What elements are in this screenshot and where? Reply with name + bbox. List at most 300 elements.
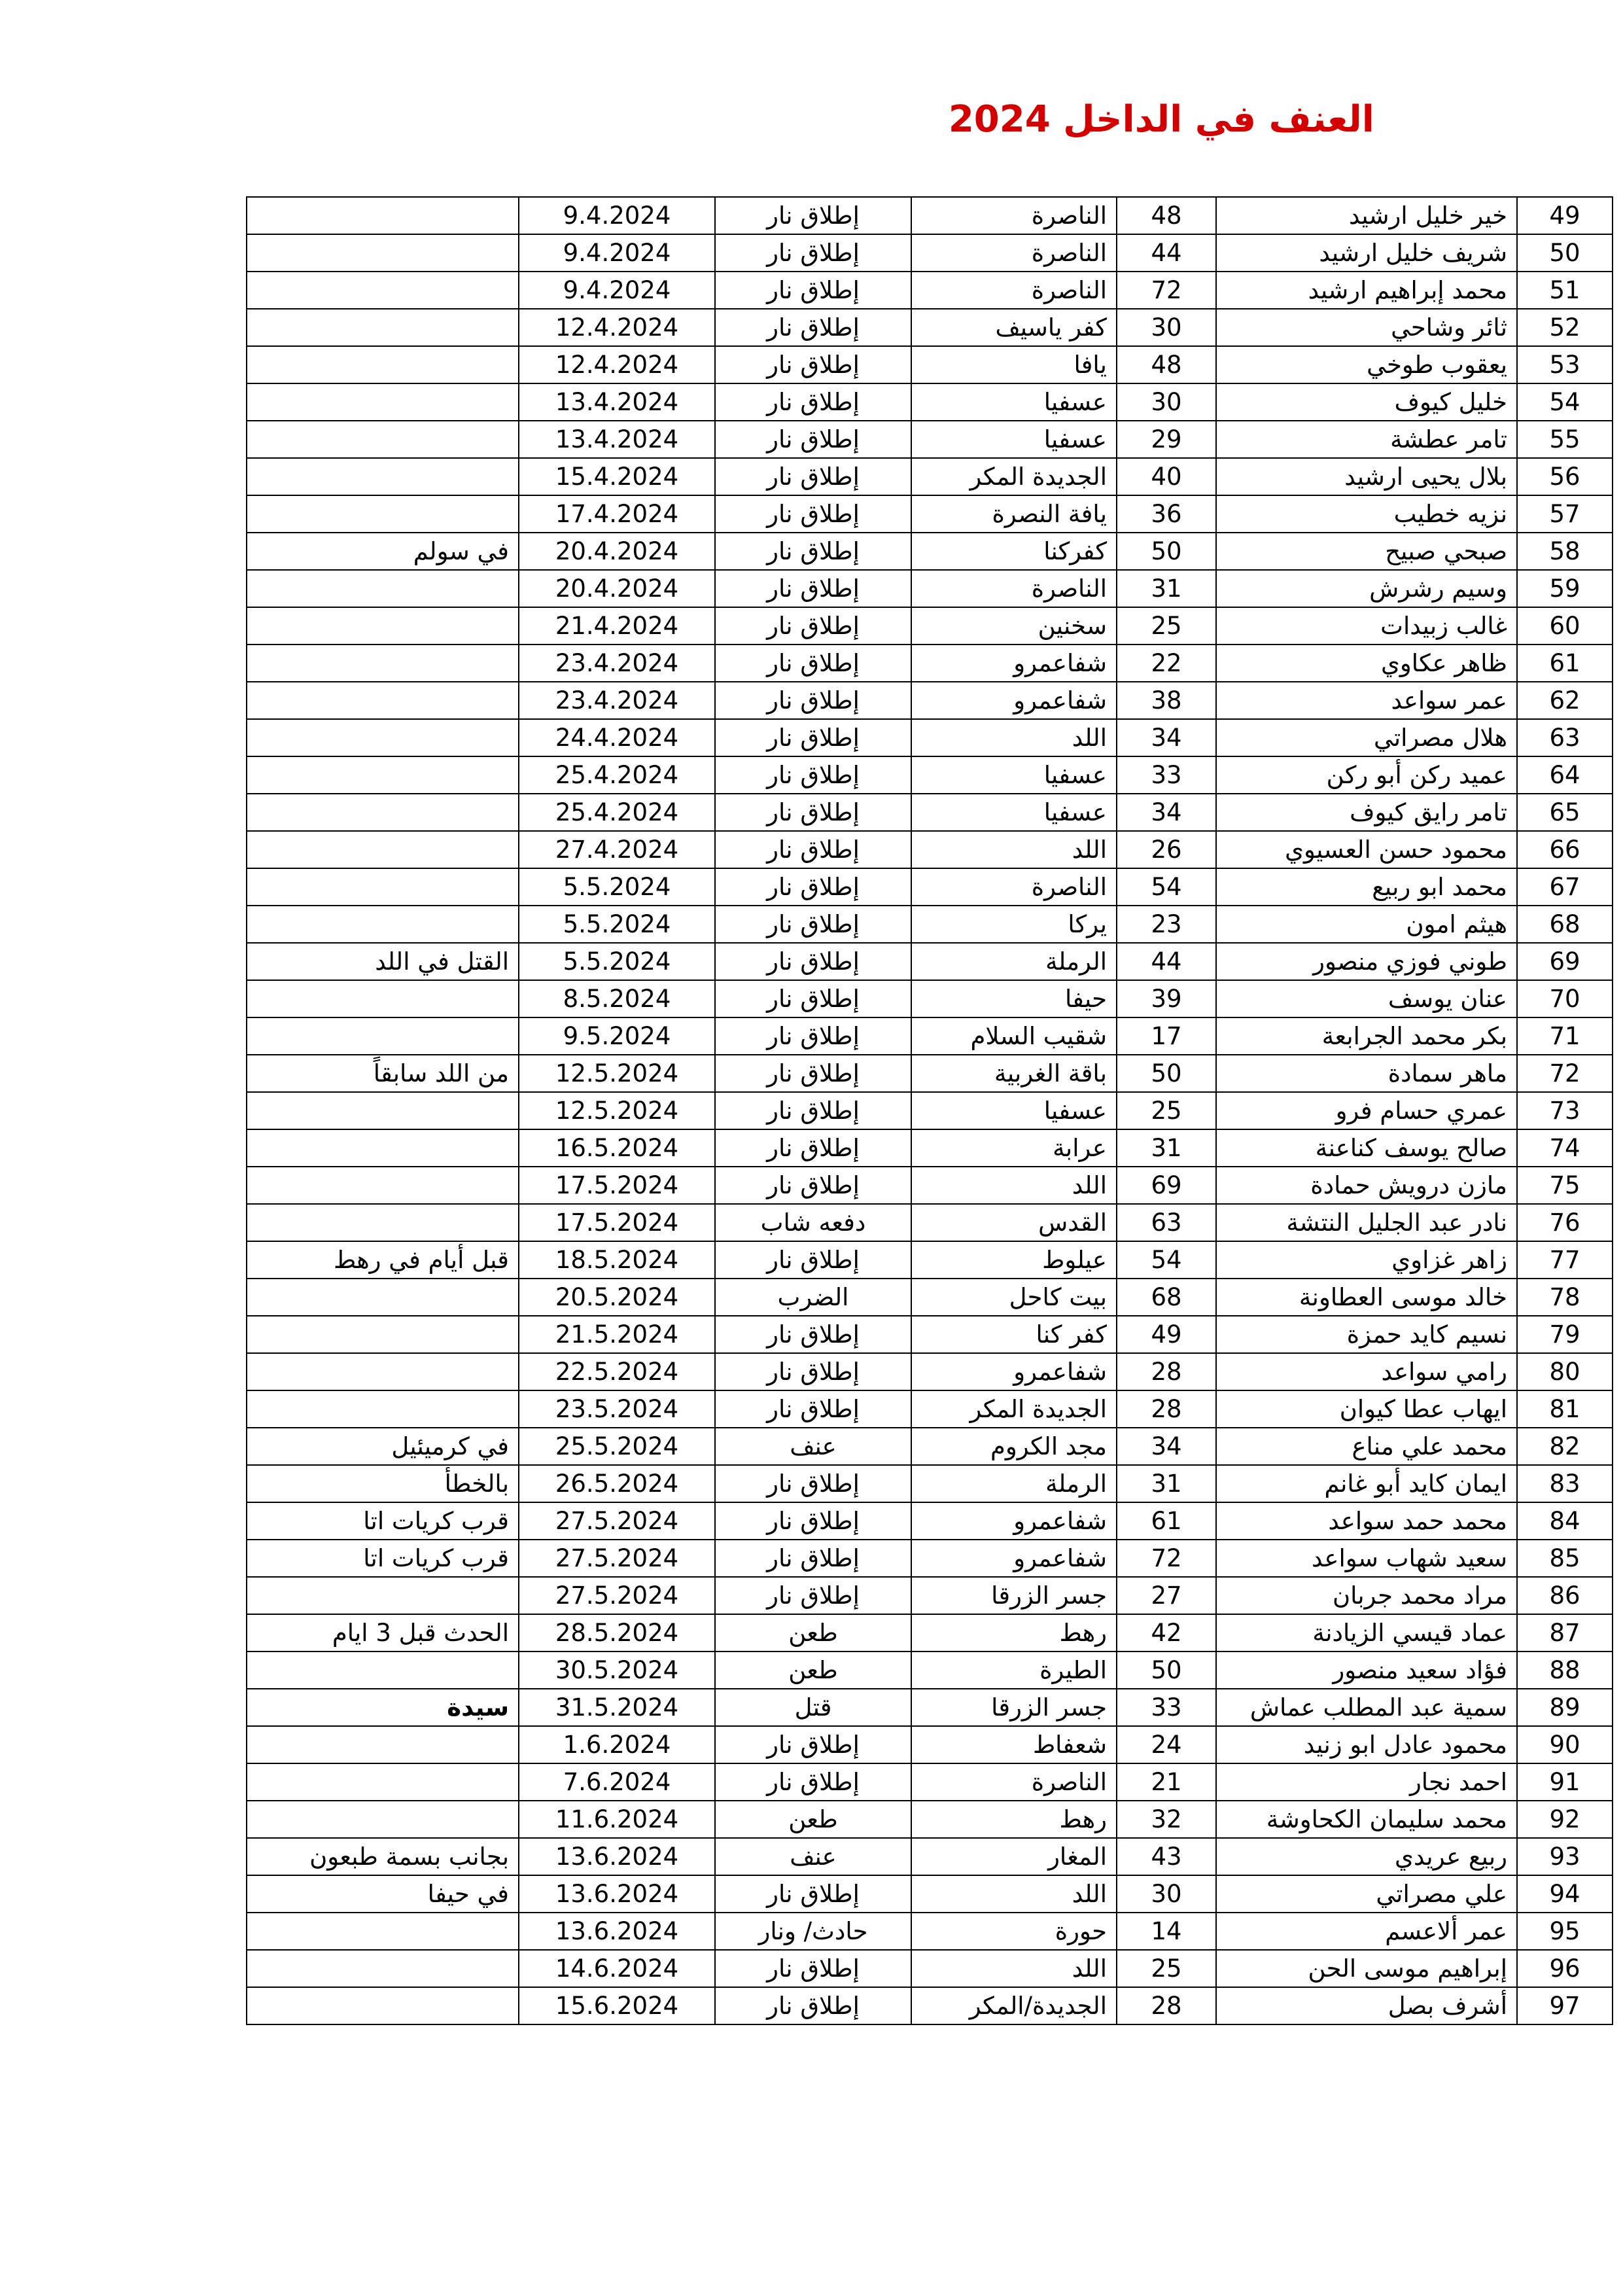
incident-method: إطلاق نار	[715, 234, 911, 272]
victim-name: تامر عطشة	[1216, 421, 1517, 458]
incident-note: بجانب بسمة طبعون	[247, 1838, 519, 1875]
row-number: 84	[1517, 1502, 1613, 1540]
table-row	[247, 1204, 1613, 1241]
victim-town: عسفيا	[911, 756, 1117, 794]
victim-town: القدس	[911, 1204, 1117, 1241]
victim-town: جسر الزرقا	[911, 1577, 1117, 1614]
victim-age: 36	[1117, 495, 1216, 533]
incident-date: 5.5.2024	[519, 868, 715, 906]
victim-name: عمر ألاعسم	[1216, 1913, 1517, 1950]
incident-method: طعن	[715, 1614, 911, 1651]
row-number: 55	[1517, 421, 1613, 458]
incident-method: إطلاق نار	[715, 197, 911, 234]
table-row	[247, 197, 1613, 234]
victim-town: الناصرة	[911, 570, 1117, 607]
victim-name: احمد نجار	[1216, 1763, 1517, 1801]
incident-note	[247, 1316, 519, 1353]
victim-name: صبحي صبيح	[1216, 533, 1517, 570]
table-row	[247, 719, 1613, 756]
incident-date: 14.6.2024	[519, 1950, 715, 1987]
victim-town: الناصرة	[911, 234, 1117, 272]
incident-date: 28.5.2024	[519, 1614, 715, 1651]
incident-method: إطلاق نار	[715, 495, 911, 533]
incident-note	[247, 794, 519, 831]
table-row	[247, 1502, 1613, 1540]
incident-note: في حيفا	[247, 1875, 519, 1913]
victim-age: 23	[1117, 906, 1216, 943]
victim-age: 38	[1117, 682, 1216, 719]
incident-method: إطلاق نار	[715, 272, 911, 309]
incident-method: إطلاق نار	[715, 682, 911, 719]
incident-note	[247, 1726, 519, 1763]
victim-age: 68	[1117, 1279, 1216, 1316]
row-number: 96	[1517, 1950, 1613, 1987]
table-row	[247, 794, 1613, 831]
victim-age: 34	[1117, 1428, 1216, 1465]
victim-age: 63	[1117, 1204, 1216, 1241]
victim-name: محمد علي مناع	[1216, 1428, 1517, 1465]
victim-town: اللد	[911, 1875, 1117, 1913]
victim-age: 50	[1117, 533, 1216, 570]
table-row	[247, 1279, 1613, 1316]
incident-date: 13.6.2024	[519, 1913, 715, 1950]
victim-name: يعقوب طوخي	[1216, 346, 1517, 383]
incident-method: حادث/ ونار	[715, 1913, 911, 1950]
incident-note	[247, 1167, 519, 1204]
victim-name: محمود عادل ابو زنيد	[1216, 1726, 1517, 1763]
incident-note	[247, 234, 519, 272]
incident-date: 18.5.2024	[519, 1241, 715, 1279]
incident-date: 15.6.2024	[519, 1987, 715, 2024]
incident-date: 25.5.2024	[519, 1428, 715, 1465]
victim-age: 33	[1117, 756, 1216, 794]
victim-town: اللد	[911, 1950, 1117, 1987]
victim-age: 43	[1117, 1838, 1216, 1875]
victim-age: 30	[1117, 309, 1216, 346]
table-row	[247, 906, 1613, 943]
victim-age: 50	[1117, 1651, 1216, 1689]
table-row	[247, 1129, 1613, 1167]
table-row	[247, 1353, 1613, 1390]
victim-town: عسفيا	[911, 421, 1117, 458]
victim-age: 50	[1117, 1055, 1216, 1092]
victim-age: 34	[1117, 719, 1216, 756]
table-row	[247, 1092, 1613, 1129]
victim-name: هيثم امون	[1216, 906, 1517, 943]
table-row	[247, 756, 1613, 794]
table-row	[247, 309, 1613, 346]
incident-note	[247, 346, 519, 383]
incident-date: 27.5.2024	[519, 1577, 715, 1614]
incident-date: 27.4.2024	[519, 831, 715, 868]
incident-date: 12.5.2024	[519, 1055, 715, 1092]
row-number: 56	[1517, 458, 1613, 495]
victim-town: يافة النصرة	[911, 495, 1117, 533]
victim-town: كفركنا	[911, 533, 1117, 570]
victim-name: غالب زبيدات	[1216, 607, 1517, 645]
incident-date: 11.6.2024	[519, 1801, 715, 1838]
incident-method: إطلاق نار	[715, 1092, 911, 1129]
victim-name: محمود حسن العسيوي	[1216, 831, 1517, 868]
table-row	[247, 1614, 1613, 1651]
incident-method: إطلاق نار	[715, 980, 911, 1017]
victim-name: ربيع عريدي	[1216, 1838, 1517, 1875]
incident-note: قرب كريات اتا	[247, 1502, 519, 1540]
victim-town: عسفيا	[911, 383, 1117, 421]
row-number: 75	[1517, 1167, 1613, 1204]
table-row	[247, 943, 1613, 980]
incident-note	[247, 1801, 519, 1838]
incident-date: 26.5.2024	[519, 1465, 715, 1502]
victim-name: خليل كيوف	[1216, 383, 1517, 421]
victim-age: 54	[1117, 868, 1216, 906]
table-row	[247, 1465, 1613, 1502]
row-number: 65	[1517, 794, 1613, 831]
incident-date: 17.5.2024	[519, 1167, 715, 1204]
row-number: 61	[1517, 645, 1613, 682]
victim-town: شقيب السلام	[911, 1017, 1117, 1055]
row-number: 72	[1517, 1055, 1613, 1092]
victim-age: 14	[1117, 1913, 1216, 1950]
table-row	[247, 1801, 1613, 1838]
victim-age: 42	[1117, 1614, 1216, 1651]
incident-note	[247, 607, 519, 645]
victim-town: المغار	[911, 1838, 1117, 1875]
table-row	[247, 831, 1613, 868]
victim-town: شفاعمرو	[911, 682, 1117, 719]
incident-method: إطلاق نار	[715, 1167, 911, 1204]
incident-note	[247, 1651, 519, 1689]
incident-date: 13.6.2024	[519, 1875, 715, 1913]
table-row	[247, 980, 1613, 1017]
incident-note	[247, 1390, 519, 1428]
table-row	[247, 1838, 1613, 1875]
table-row	[247, 1950, 1613, 1987]
incident-date: 5.5.2024	[519, 943, 715, 980]
incident-method: إطلاق نار	[715, 1540, 911, 1577]
victim-name: علي مصراتي	[1216, 1875, 1517, 1913]
row-number: 64	[1517, 756, 1613, 794]
victim-name: نسيم كايد حمزة	[1216, 1316, 1517, 1353]
victim-age: 72	[1117, 1540, 1216, 1577]
victim-name: ماهر سمادة	[1216, 1055, 1517, 1092]
table-row	[247, 1390, 1613, 1428]
victim-town: اللد	[911, 1167, 1117, 1204]
incident-note	[247, 756, 519, 794]
incident-note: قرب كريات اتا	[247, 1540, 519, 1577]
incident-note	[247, 682, 519, 719]
table-row	[247, 682, 1613, 719]
incident-date: 9.4.2024	[519, 234, 715, 272]
victim-town: شعفاط	[911, 1726, 1117, 1763]
table-row	[247, 383, 1613, 421]
incident-note	[247, 1017, 519, 1055]
victim-age: 31	[1117, 570, 1216, 607]
incident-method: إطلاق نار	[715, 421, 911, 458]
table-row	[247, 570, 1613, 607]
incident-note	[247, 719, 519, 756]
incident-date: 12.5.2024	[519, 1092, 715, 1129]
incident-date: 15.4.2024	[519, 458, 715, 495]
victims-table	[246, 196, 1613, 2025]
victim-name: خالد موسى العطاونة	[1216, 1279, 1517, 1316]
table-row	[247, 1167, 1613, 1204]
incident-note	[247, 458, 519, 495]
row-number: 67	[1517, 868, 1613, 906]
table-row	[247, 645, 1613, 682]
victim-age: 31	[1117, 1129, 1216, 1167]
row-number: 59	[1517, 570, 1613, 607]
incident-note	[247, 495, 519, 533]
victim-name: شريف خليل ارشيد	[1216, 234, 1517, 272]
incident-date: 12.4.2024	[519, 309, 715, 346]
victim-name: محمد إبراهيم ارشيد	[1216, 272, 1517, 309]
incident-date: 13.6.2024	[519, 1838, 715, 1875]
table-row	[247, 272, 1613, 309]
table-row	[247, 1913, 1613, 1950]
incident-method: طعن	[715, 1651, 911, 1689]
incident-note: في سولم	[247, 533, 519, 570]
table-row	[247, 346, 1613, 383]
victim-name: عميد ركن أبو ركن	[1216, 756, 1517, 794]
incident-note	[247, 421, 519, 458]
victim-name: نادر عبد الجليل النتشة	[1216, 1204, 1517, 1241]
incident-date: 25.4.2024	[519, 794, 715, 831]
victim-town: عرابة	[911, 1129, 1117, 1167]
victim-name: ايمان كايد أبو غانم	[1216, 1465, 1517, 1502]
incident-date: 31.5.2024	[519, 1689, 715, 1726]
incident-date: 16.5.2024	[519, 1129, 715, 1167]
victim-age: 33	[1117, 1689, 1216, 1726]
row-number: 60	[1517, 607, 1613, 645]
incident-method: إطلاق نار	[715, 383, 911, 421]
victim-town: الجديدة المكر	[911, 1390, 1117, 1428]
row-number: 62	[1517, 682, 1613, 719]
row-number: 90	[1517, 1726, 1613, 1763]
row-number: 51	[1517, 272, 1613, 309]
victim-name: ثائر وشاحي	[1216, 309, 1517, 346]
row-number: 95	[1517, 1913, 1613, 1950]
victim-age: 44	[1117, 234, 1216, 272]
victim-town: الناصرة	[911, 1763, 1117, 1801]
row-number: 82	[1517, 1428, 1613, 1465]
incident-method: إطلاق نار	[715, 1017, 911, 1055]
incident-note: من اللد سابقاً	[247, 1055, 519, 1092]
incident-date: 20.5.2024	[519, 1279, 715, 1316]
incident-method: قتل	[715, 1689, 911, 1726]
victim-town: شفاعمرو	[911, 1540, 1117, 1577]
victim-town: كفر ياسيف	[911, 309, 1117, 346]
incident-method: إطلاق نار	[715, 1055, 911, 1092]
incident-date: 23.5.2024	[519, 1390, 715, 1428]
victim-age: 48	[1117, 346, 1216, 383]
incident-date: 12.4.2024	[519, 346, 715, 383]
victim-town: الطيرة	[911, 1651, 1117, 1689]
victim-name: ايهاب عطا كيوان	[1216, 1390, 1517, 1428]
table-row	[247, 1577, 1613, 1614]
incident-method: إطلاق نار	[715, 1353, 911, 1390]
incident-method: إطلاق نار	[715, 1241, 911, 1279]
victim-name: تامر رايق كيوف	[1216, 794, 1517, 831]
incident-method: إطلاق نار	[715, 943, 911, 980]
row-number: 92	[1517, 1801, 1613, 1838]
table-row	[247, 495, 1613, 533]
row-number: 50	[1517, 234, 1613, 272]
incident-note: سيدة	[247, 1689, 519, 1726]
victim-age: 28	[1117, 1390, 1216, 1428]
table-row	[247, 1875, 1613, 1913]
row-number: 70	[1517, 980, 1613, 1017]
victim-name: وسيم رشرش	[1216, 570, 1517, 607]
victim-town: رهط	[911, 1614, 1117, 1651]
incident-method: طعن	[715, 1801, 911, 1838]
victim-town: الجديدة المكر	[911, 458, 1117, 495]
incident-method: إطلاق نار	[715, 719, 911, 756]
incident-method: إطلاق نار	[715, 458, 911, 495]
victim-town: الناصرة	[911, 868, 1117, 906]
table-row	[247, 1726, 1613, 1763]
victim-name: عماد قيسي الزيادنة	[1216, 1614, 1517, 1651]
incident-note	[247, 197, 519, 234]
incident-note	[247, 906, 519, 943]
incident-method: إطلاق نار	[715, 906, 911, 943]
incident-method: إطلاق نار	[715, 756, 911, 794]
row-number: 57	[1517, 495, 1613, 533]
victim-name: هلال مصراتي	[1216, 719, 1517, 756]
row-number: 80	[1517, 1353, 1613, 1390]
row-number: 89	[1517, 1689, 1613, 1726]
incident-method: إطلاق نار	[715, 1950, 911, 1987]
victim-name: أشرف بصل	[1216, 1987, 1517, 2024]
victim-town: الجديدة/المكر	[911, 1987, 1117, 2024]
victim-name: عنان يوسف	[1216, 980, 1517, 1017]
victim-age: 34	[1117, 794, 1216, 831]
victim-name: بلال يحيى ارشيد	[1216, 458, 1517, 495]
incident-date: 22.5.2024	[519, 1353, 715, 1390]
incident-method: إطلاق نار	[715, 533, 911, 570]
table-row	[247, 234, 1613, 272]
row-number: 93	[1517, 1838, 1613, 1875]
incident-note: بالخطأ	[247, 1465, 519, 1502]
incident-date: 13.4.2024	[519, 383, 715, 421]
row-number: 77	[1517, 1241, 1613, 1279]
victim-age: 44	[1117, 943, 1216, 980]
incident-date: 13.4.2024	[519, 421, 715, 458]
row-number: 97	[1517, 1987, 1613, 2024]
incident-date: 17.4.2024	[519, 495, 715, 533]
victim-town: مجد الكروم	[911, 1428, 1117, 1465]
table-row	[247, 1689, 1613, 1726]
victim-town: يركا	[911, 906, 1117, 943]
victim-age: 27	[1117, 1577, 1216, 1614]
incident-date: 5.5.2024	[519, 906, 715, 943]
incident-date: 20.4.2024	[519, 570, 715, 607]
row-number: 85	[1517, 1540, 1613, 1577]
table-row	[247, 868, 1613, 906]
incident-date: 9.4.2024	[519, 197, 715, 234]
victim-name: خير خليل ارشيد	[1216, 197, 1517, 234]
row-number: 49	[1517, 197, 1613, 234]
row-number: 66	[1517, 831, 1613, 868]
victim-age: 21	[1117, 1763, 1216, 1801]
page-title: العنف في الداخل 2024	[948, 98, 1374, 141]
victim-age: 24	[1117, 1726, 1216, 1763]
row-number: 63	[1517, 719, 1613, 756]
row-number: 68	[1517, 906, 1613, 943]
victim-name: محمد سليمان الكحاوشة	[1216, 1801, 1517, 1838]
row-number: 94	[1517, 1875, 1613, 1913]
victim-town: كفر كنا	[911, 1316, 1117, 1353]
incident-note	[247, 383, 519, 421]
victim-name: صالح يوسف كناعنة	[1216, 1129, 1517, 1167]
victim-town: سخنين	[911, 607, 1117, 645]
incident-note: القتل في اللد	[247, 943, 519, 980]
incident-date: 27.5.2024	[519, 1502, 715, 1540]
incident-method: إطلاق نار	[715, 1726, 911, 1763]
victim-age: 25	[1117, 1950, 1216, 1987]
incident-note	[247, 272, 519, 309]
victim-town: شفاعمرو	[911, 645, 1117, 682]
victim-age: 72	[1117, 272, 1216, 309]
incident-note	[247, 1987, 519, 2024]
incident-note	[247, 1204, 519, 1241]
row-number: 74	[1517, 1129, 1613, 1167]
table-row	[247, 458, 1613, 495]
row-number: 88	[1517, 1651, 1613, 1689]
row-number: 58	[1517, 533, 1613, 570]
victim-age: 49	[1117, 1316, 1216, 1353]
incident-note	[247, 831, 519, 868]
incident-note	[247, 309, 519, 346]
victim-town: حيفا	[911, 980, 1117, 1017]
incident-method: عنف	[715, 1838, 911, 1875]
victim-age: 28	[1117, 1353, 1216, 1390]
incident-note	[247, 1950, 519, 1987]
incident-note	[247, 980, 519, 1017]
table-row	[247, 533, 1613, 570]
victim-age: 17	[1117, 1017, 1216, 1055]
incident-note	[247, 1913, 519, 1950]
victim-age: 29	[1117, 421, 1216, 458]
victim-name: رامي سواعد	[1216, 1353, 1517, 1390]
row-number: 76	[1517, 1204, 1613, 1241]
victim-town: شفاعمرو	[911, 1353, 1117, 1390]
victim-age: 54	[1117, 1241, 1216, 1279]
incident-note	[247, 1577, 519, 1614]
victim-name: عمري حسام فرو	[1216, 1092, 1517, 1129]
incident-method: إطلاق نار	[715, 831, 911, 868]
victim-town: شفاعمرو	[911, 1502, 1117, 1540]
incident-note	[247, 868, 519, 906]
incident-method: إطلاق نار	[715, 868, 911, 906]
incident-date: 27.5.2024	[519, 1540, 715, 1577]
incident-note	[247, 1092, 519, 1129]
victim-age: 32	[1117, 1801, 1216, 1838]
table-row	[247, 1055, 1613, 1092]
incident-date: 1.6.2024	[519, 1726, 715, 1763]
victim-town: رهط	[911, 1801, 1117, 1838]
table-row	[247, 421, 1613, 458]
incident-date: 7.6.2024	[519, 1763, 715, 1801]
victim-town: الرملة	[911, 943, 1117, 980]
victim-town: باقة الغربية	[911, 1055, 1117, 1092]
incident-method: دفعه شاب	[715, 1204, 911, 1241]
incident-note: الحدث قبل 3 ايام	[247, 1614, 519, 1651]
victim-age: 61	[1117, 1502, 1216, 1540]
row-number: 71	[1517, 1017, 1613, 1055]
incident-method: إطلاق نار	[715, 1875, 911, 1913]
table-row	[247, 1241, 1613, 1279]
